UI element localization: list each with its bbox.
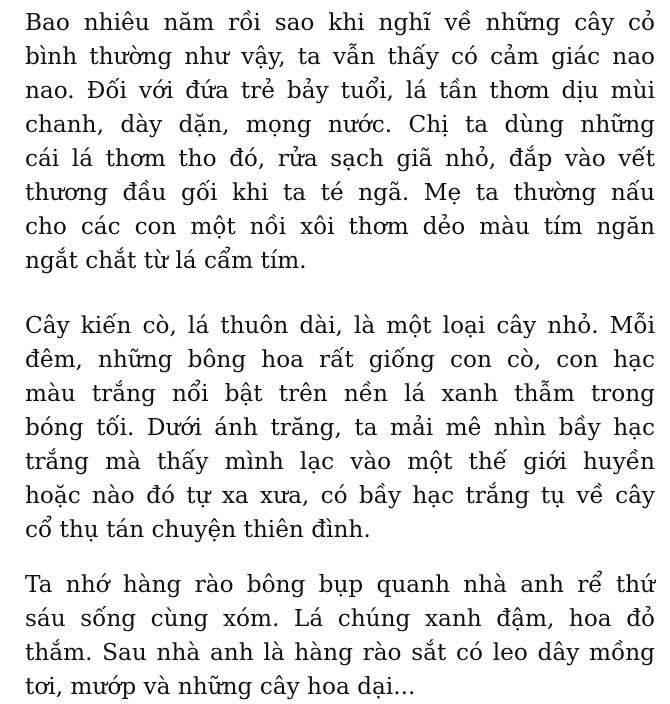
text-line: Cây kiến cò, lá thuôn dài, là một loại cây nhỏ. Mỗi (25, 312, 655, 339)
document-page (25, 0, 655, 700)
text-line: màu trắng nổi bật trên nền lá xanh thẫm trong (25, 380, 655, 407)
text-line: cổ thụ tán chuyện thiên đình. (25, 516, 371, 543)
text-line: cái lá thơm tho đó, rửa sạch giã nhỏ, đắp vào vết (25, 145, 655, 172)
text-line: ngắt chắt từ lá cẩm tím. (25, 247, 307, 274)
text-line: tơi, mướp và những cây hoa dại... (25, 673, 416, 700)
text-line: bóng tối. Dưới ánh trăng, ta mải mê nhìn bầy hạc (25, 414, 655, 441)
text-line: hoặc nào đó tự xa xưa, có bầy hạc trắng tụ về cây (25, 482, 655, 509)
text-line: chanh, dày dặn, mọng nước. Chị ta dùng những (25, 111, 655, 138)
text-line: thương đầu gối khi ta té ngã. Mẹ ta thường nấu (25, 179, 655, 206)
text-line: thắm. Sau nhà anh là hàng rào sắt có leo dây mồng (25, 639, 655, 666)
paragraph-2 (25, 309, 655, 547)
paragraph-3 (25, 568, 655, 704)
text-line: sáu sống cùng xóm. Lá chúng xanh đậm, hoa đỏ (25, 605, 655, 632)
text-line: nao. Đối với đứa trẻ bảy tuổi, lá tần thơm dịu mùi (25, 77, 655, 104)
text-line: cho các con một nồi xôi thơm dẻo màu tím ngăn (25, 213, 655, 240)
text-line: bình thường như vậy, ta vẫn thấy có cảm giác nao (25, 43, 655, 70)
text-line: Ta nhớ hàng rào bông bụp quanh nhà anh rể thứ (25, 571, 655, 598)
text-line: Bao nhiêu năm rồi sao khi nghĩ về những cây cỏ (25, 9, 655, 36)
text-line: đêm, những bông hoa rất giống con cò, con hạc (25, 346, 655, 373)
paragraph-1 (25, 6, 655, 278)
text-line: trắng mà thấy mình lạc vào một thế giới huyền (25, 448, 655, 475)
